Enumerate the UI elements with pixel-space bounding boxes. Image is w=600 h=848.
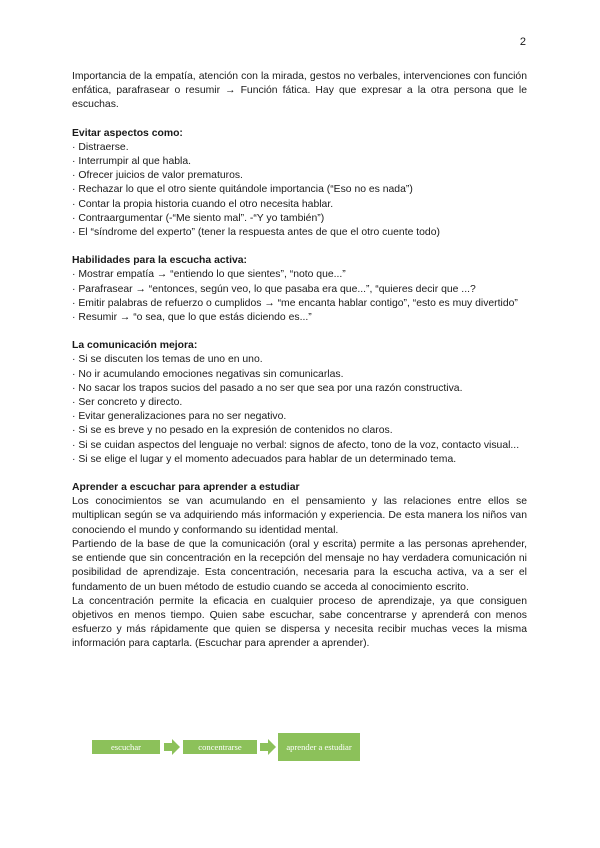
flow-step-label: concentrarse <box>198 742 242 752</box>
list-item: · Emitir palabras de refuerzo o cumplidos → “me encanta hablar contigo”, “esto es muy divertido” <box>72 297 527 311</box>
process-flow <box>92 733 362 761</box>
list-item: · Resumir → “o sea, que lo que estás diciendo es...” <box>72 311 527 325</box>
avoid-list <box>72 141 527 240</box>
intro-paragraph: Importancia de la empatía, atención con la mirada, gestos no verbales, intervenciones con función enfática, parafrasear o resumir → Función fática. Hay que expresar a la otra persona que le escuchas. <box>72 71 527 111</box>
list-item: · Mostrar empatía → “entiendo lo que sientes”, “noto que...” <box>72 268 527 282</box>
list-item: · Ofrecer juicios de valor prematuros. <box>72 169 527 183</box>
list-item: · Interrumpir al que habla. <box>72 155 527 169</box>
flow-step-aprender-a-estudiar <box>278 733 360 761</box>
communication-list <box>72 353 527 467</box>
skills-list <box>72 268 527 325</box>
flow-step-escuchar <box>92 740 160 754</box>
document-body <box>72 70 527 652</box>
flow-step-label: escuchar <box>110 742 142 752</box>
flow-step-label: aprender a estudiar <box>286 742 352 752</box>
list-item: · Si se es breve y no pesado en la expresión de contenidos no claros. <box>72 424 527 438</box>
learn-paragraph: Los conocimientos se van acumulando en el pensamiento y las relaciones entre ellos se multiplican según se va adquiriendo más información y experiencia. De esta manera los niños van conociendo el mundo y conformando su identidad mental. <box>72 496 527 536</box>
list-item: · Contar la propia historia cuando el otro necesita hablar. <box>72 198 527 212</box>
learn-paragraph: Partiendo de la base de que la comunicación (oral y escrita) permite a las personas aprehender, se entiende que sin concentración en la recepción del mensaje no hay verdadera comunicación ni posibilidad de aprendizaje. Esta concentración, necesaria para la escucha activa, va a ser el fundamento de un buen método de estudio cuando se acceda al conocimiento escrito. <box>72 538 527 593</box>
flow-step-concentrarse <box>183 740 257 754</box>
list-item: · Si se cuidan aspectos del lenguaje no verbal: signos de afecto, tono de la voz, contacto visual... <box>72 439 527 453</box>
list-item: · Ser concreto y directo. <box>72 396 527 410</box>
list-item: · Si se discuten los temas de uno en uno. <box>72 353 527 367</box>
list-item: · El “síndrome del experto” (tener la respuesta antes de que el otro cuente todo) <box>72 226 527 240</box>
learn-title: Aprender a escuchar para aprender a estudiar <box>72 482 300 494</box>
list-item: · Si se elige el lugar y el momento adecuados para hablar de un determinado tema. <box>72 453 527 467</box>
communication-title: La comunicación mejora: <box>72 340 198 352</box>
flow-arrow-icon <box>164 739 180 755</box>
list-item: · No sacar los trapos sucios del pasado a no ser que sea por una razón constructiva. <box>72 382 527 396</box>
flow-arrow-icon <box>260 739 276 755</box>
list-item: · No ir acumulando emociones negativas sin comunicarlas. <box>72 368 527 382</box>
list-item: · Evitar generalizaciones para no ser negativo. <box>72 410 527 424</box>
list-item: · Contraargumentar (-“Me siento mal”. -“Y yo también”) <box>72 212 527 226</box>
learn-paragraph: La concentración permite la eficacia en cualquier proceso de aprendizaje, ya que consiguen objetivos en menos tiempo. Quien sabe escuchar, sabe concentrarse y aprenderá con menos esfuerzo y más rápidamente que quien se dispersa y necesita recibir muchas veces la misma información para captarla. (Escuchar para aprender a aprender). <box>72 595 527 650</box>
list-item: · Rechazar lo que el otro siente quitándole importancia (“Eso no es nada”) <box>72 183 527 197</box>
list-item: · Distraerse. <box>72 141 527 155</box>
skills-title: Habilidades para la escucha activa: <box>72 255 247 267</box>
page-number: 2 <box>519 36 526 48</box>
list-item: · Parafrasear → “entonces, según veo, lo que pasaba era que...”, “quieres decir que ...? <box>72 283 527 297</box>
avoid-title: Evitar aspectos como: <box>72 127 183 139</box>
